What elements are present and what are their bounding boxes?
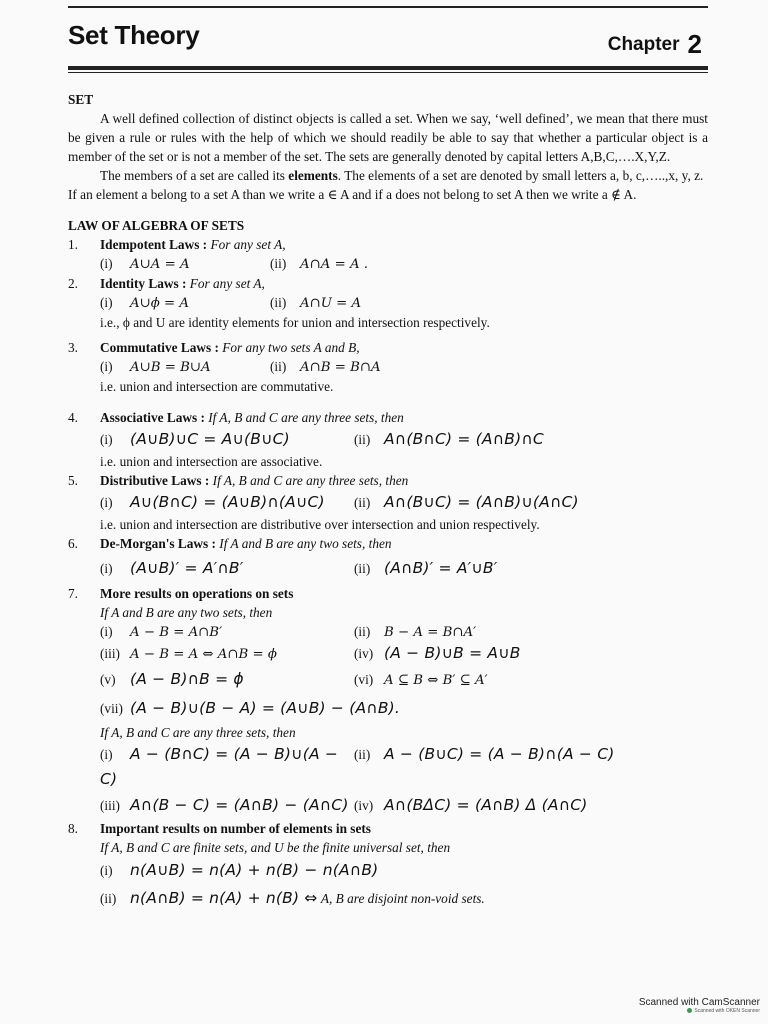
law-note: i.e. union and intersection are commutative. — [100, 379, 334, 394]
formula: A∩(B∪C) = (A∩B)∪(A∩C) — [384, 493, 579, 511]
sub-label: (ii) — [270, 256, 287, 271]
chapter-number: 2 — [687, 29, 702, 59]
law-de-morgan — [68, 534, 708, 584]
sub-label: (vii) — [100, 701, 123, 716]
watermark-line-2 — [639, 1008, 760, 1014]
law-condition: If A and B are any two sets, then — [100, 605, 273, 620]
sub-label: (v) — [100, 672, 116, 687]
law-note: i.e. union and intersection are distributive over intersection and union respectively. — [100, 517, 540, 532]
formula: A − B = A ⇔ A∩B = ϕ — [130, 647, 277, 662]
sub-label: (i) — [100, 295, 113, 310]
law-condition: If A, B and C are any three sets, then — [212, 473, 409, 488]
chapter-label — [608, 26, 702, 57]
law-condition: If A, B and C are any three sets, then — [100, 725, 296, 740]
item-number: 6. — [68, 536, 78, 551]
formula: (A − B)∪(B − A) = (A∪B) − (A∩B). — [130, 699, 401, 717]
elements-term: elements — [288, 168, 338, 183]
header-rule-thin — [68, 72, 708, 73]
law-name: More results on operations on sets — [100, 586, 294, 601]
formula: A − B = A∩B′ — [130, 625, 223, 640]
formula: A∩U = A — [300, 296, 362, 311]
watermark-line-2-text: Scanned with OKEN Scanner — [694, 1008, 760, 1014]
formula: A∩A = A . — [300, 257, 368, 272]
formula: n(A∪B) = n(A) + n(B) − n(A∩B) — [130, 861, 379, 879]
watermark-line-1: Scanned with CamScanner — [638, 997, 760, 1008]
law-commutative — [68, 338, 708, 396]
formula: A∩(B∩C) = (A∩B)∩C — [384, 430, 544, 448]
formula: A∪A = A — [130, 257, 190, 272]
item-number: 1. — [68, 237, 78, 252]
sub-label: (ii) — [354, 747, 371, 762]
item-number: 7. — [68, 586, 78, 601]
law-name: Associative Laws : — [100, 410, 205, 425]
law-name: Commutative Laws : — [100, 340, 219, 355]
item-number: 4. — [68, 410, 78, 425]
law-name: Important results on number of elements in sets — [100, 821, 371, 836]
page-title: Set Theory — [68, 20, 200, 50]
law-idempotent — [68, 235, 708, 274]
law-name: De-Morgan's Laws : — [100, 536, 216, 551]
law-condition: For any two sets A and B, — [222, 340, 360, 355]
header-rule-thick — [68, 66, 708, 70]
page-header — [68, 20, 708, 60]
sub-label: (i) — [100, 359, 113, 374]
element-count-results — [68, 819, 708, 913]
chapter-word: Chapter — [607, 34, 680, 55]
law-associative — [68, 408, 708, 471]
law-distributive — [68, 471, 708, 534]
sub-label: (i) — [100, 863, 113, 878]
sub-label: (i) — [100, 432, 113, 447]
item-number: 8. — [68, 821, 78, 836]
formula: A∪(B∩C) = (A∪B)∩(A∪C) — [130, 493, 325, 511]
law-condition: For any set A, — [210, 237, 286, 252]
sub-label: (ii) — [100, 891, 117, 906]
scanner-watermark — [639, 997, 760, 1014]
law-condition: If A, B and C are any three sets, then — [208, 410, 404, 425]
formula: A ⊆ B ⇔ B′ ⊆ A′ — [384, 673, 488, 688]
sub-label: (ii) — [270, 295, 287, 310]
formula: n(A∩B) = n(A) + n(B) ⇔ — [130, 889, 318, 907]
sub-label: (vi) — [354, 672, 374, 687]
sub-label: (i) — [100, 624, 113, 639]
item-number: 3. — [68, 340, 78, 355]
formula: A∪B = B∪A — [130, 360, 211, 375]
sub-label: (iii) — [100, 798, 120, 813]
law-condition: If A and B are any two sets, then — [219, 536, 392, 551]
sub-label: (iii) — [100, 646, 120, 661]
law-name: Idempotent Laws : — [100, 237, 208, 252]
law-condition: For any set A, — [189, 276, 265, 291]
formula: (A − B)∪B = A∪B — [384, 644, 521, 662]
elements-text-1: The members of a set are called its — [100, 168, 289, 183]
sub-label: (ii) — [354, 561, 371, 576]
law-note: i.e. union and intersection are associative. — [100, 454, 323, 469]
formula: A∪ϕ = A — [130, 296, 190, 311]
formula: A∩(BΔC) = (A∩B) Δ (A∩C) — [384, 796, 588, 814]
sub-label: (ii) — [270, 359, 287, 374]
sub-label: (i) — [100, 561, 113, 576]
law-note: i.e., ϕ and U are identity elements for union and intersection respectively. — [100, 315, 490, 330]
document-body — [68, 90, 708, 913]
top-rule — [68, 6, 708, 8]
sub-label: (ii) — [354, 495, 371, 510]
sub-label: (i) — [100, 256, 113, 271]
set-definition-paragraph: A well defined collection of distinct objects is called a set. When we say, ‘well defined’, we mean that there must be given a rule or rules with the help of which we should readily be able to say that whether a particular object is a member of the set or is not a member of the set. The sets are generally denoted by capital letters A,B,C,….X,Y,Z. — [68, 111, 708, 164]
sub-label: (iv) — [354, 646, 374, 661]
formula: B − A = B∩A′ — [384, 625, 477, 640]
scanner-logo-icon — [687, 1008, 692, 1013]
law-condition: If A, B and C are finite sets, and U be the finite universal set, then — [100, 840, 451, 855]
law-name: Identity Laws : — [100, 276, 187, 291]
formula: (A − B)∩B = ϕ — [130, 670, 244, 688]
formula: (A∪B)∪C = A∪(B∪C) — [130, 430, 290, 448]
formula: (A∪B)′ = A′∩B′ — [130, 559, 244, 577]
formula: (A∩B)′ = A′∪B′ — [384, 559, 498, 577]
sub-label: (ii) — [354, 432, 371, 447]
formula: A∩B = B∩A — [300, 360, 381, 375]
sub-label: (ii) — [354, 624, 371, 639]
formula-note: A, B are disjoint non-void sets. — [320, 891, 485, 906]
formula: A − (B∪C) = (A − B)∩(A − C) — [384, 745, 615, 763]
law-name: Distributive Laws : — [100, 473, 210, 488]
elements-paragraph — [68, 166, 708, 185]
item-number: 5. — [68, 473, 78, 488]
membership-paragraph: If an element a belong to a set A than we write a ∈ A and if a does not belong to set A then we write a ∉ A. — [68, 187, 637, 202]
section-heading-set: SET — [68, 92, 94, 107]
sub-label: (iv) — [354, 798, 374, 813]
elements-text-2: . The elements of a set are denoted by small letters a, b, c,…..,x, y, z. — [337, 168, 704, 183]
item-number: 2. — [68, 276, 78, 291]
sub-label: (i) — [100, 495, 113, 510]
section-heading-laws: LAW OF ALGEBRA OF SETS — [68, 218, 245, 233]
formula: A∩(B − C) = (A∩B) − (A∩C) — [130, 796, 349, 814]
law-identity — [68, 274, 708, 332]
more-results — [68, 584, 708, 819]
sub-label: (i) — [100, 747, 113, 762]
formula: A − (B∩C) = (A − B)∪(A − C) — [100, 745, 339, 788]
